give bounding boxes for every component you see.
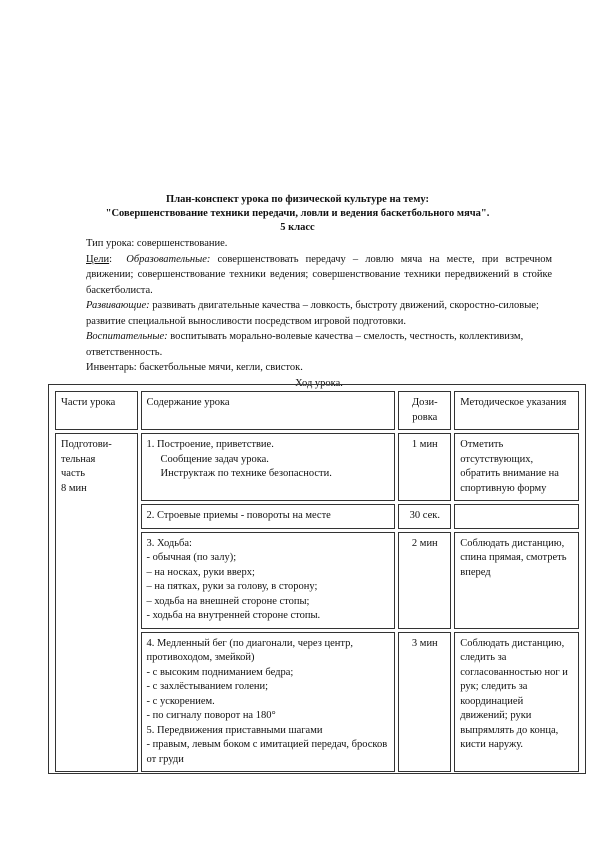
document-title	[0, 193, 595, 235]
goals-upbringing	[86, 329, 552, 360]
part-line: Подготови-	[61, 439, 112, 450]
content-line: – на пятках, руки за голову, в сторону;	[146, 581, 318, 592]
dose-cell: 2 мин	[398, 532, 451, 629]
part-line: 8 мин	[61, 482, 87, 494]
goals-developmental	[86, 298, 552, 329]
lesson-table-frame	[48, 384, 586, 774]
table-header-row	[55, 391, 579, 430]
goals-label: Цели	[86, 253, 110, 265]
grade-label: 5 класс	[280, 222, 315, 233]
lesson-type: Тип урока: совершенствование.	[86, 238, 228, 249]
content-line: - обычная (по залу);	[146, 552, 237, 563]
content-line: – на носках, руки вверх;	[146, 566, 255, 578]
content-line: 5. Передвижения приставными шагами	[146, 724, 323, 736]
content-line: - правым, левым боком с имитацией передач, бросков от груди	[146, 739, 388, 765]
part-cell	[55, 433, 138, 772]
upbr-label: Воспитательные:	[86, 331, 168, 342]
content-line: 3. Ходьба:	[146, 537, 192, 549]
notes-cell: Отметить отсутствующих, обратить внимание на спортивную форму	[454, 433, 579, 501]
content-line: – ходьба на внешней стороне стопы;	[146, 595, 310, 607]
dev-text: развивать двигательные качества – ловкость, быстроту движений, скоростно-силовые; развитие специальной выносливости посредством игровой подготовки.	[86, 300, 539, 327]
part-line: тельная	[61, 453, 96, 465]
header-content: Содержание урока	[141, 391, 396, 430]
content-line: 4. Медленный бег (по диагонали, через центр, противоходом, змейкой)	[146, 637, 353, 663]
title-line-1: План-конспект урока по физической культуре на тему:	[166, 194, 429, 205]
content-line: - ходьба на внутренней стороне стопы.	[146, 610, 321, 621]
lesson-intro	[86, 236, 552, 391]
table-row	[55, 433, 579, 501]
header-notes: Методическое указания	[454, 391, 579, 430]
content-line: Сообщение задач урока.	[160, 453, 269, 465]
inventory: Инвентарь: баскетбольные мячи, кегли, свисток.	[86, 362, 303, 373]
goals-colon: :	[109, 253, 113, 265]
content-cell	[141, 632, 396, 773]
dose-cell: 3 мин	[398, 632, 451, 773]
content-line: 2. Строевые приемы - повороты на месте	[146, 510, 331, 521]
lesson-table	[52, 388, 582, 775]
dose-cell: 30 сек.	[398, 504, 451, 529]
content-line: - по сигналу поворот на 180°	[146, 710, 276, 721]
notes-cell: Соблюдать дистанцию, следить за согласованностью ног и рук; следить за координацией движений; руки выпрямлять до конца, кисти наружу.	[454, 632, 579, 773]
content-line: Инструктаж по технике безопасности.	[160, 468, 332, 479]
edu-text: совершенствовать передачу – ловлю мяча на месте, при встречном движении; совершенствование техники ведения; совершенствование техники передвижений в стойке баскетболиста.	[86, 253, 552, 296]
header-dose: Дози-ровка	[398, 391, 451, 430]
lesson-course-heading: Ход урока.	[295, 377, 343, 389]
title-line-2: "Совершенствование техники передачи, ловли и ведения баскетбольного мяча".	[105, 208, 490, 219]
content-line: - с захлёстыванием голени;	[146, 681, 269, 692]
content-cell	[141, 433, 396, 501]
content-line: - с высоким подниманием бедра;	[146, 666, 294, 678]
content-line: - с ускорением.	[146, 695, 215, 707]
notes-cell: Соблюдать дистанцию, спина прямая, смотреть вперед	[454, 532, 579, 629]
content-cell	[141, 504, 396, 529]
header-parts: Части урока	[55, 391, 138, 430]
goals-educational	[86, 252, 552, 299]
edu-label: Образовательные:	[126, 253, 211, 265]
upbr-text: воспитывать морально-волевые качества – смелость, честность, коллективизм, ответственность.	[86, 331, 524, 358]
dose-cell: 1 мин	[398, 433, 451, 501]
part-line: часть	[61, 468, 85, 479]
content-line: 1. Построение, приветствие.	[146, 439, 274, 450]
content-cell	[141, 532, 396, 629]
dev-label: Развивающие:	[86, 300, 150, 311]
notes-cell	[454, 504, 579, 529]
